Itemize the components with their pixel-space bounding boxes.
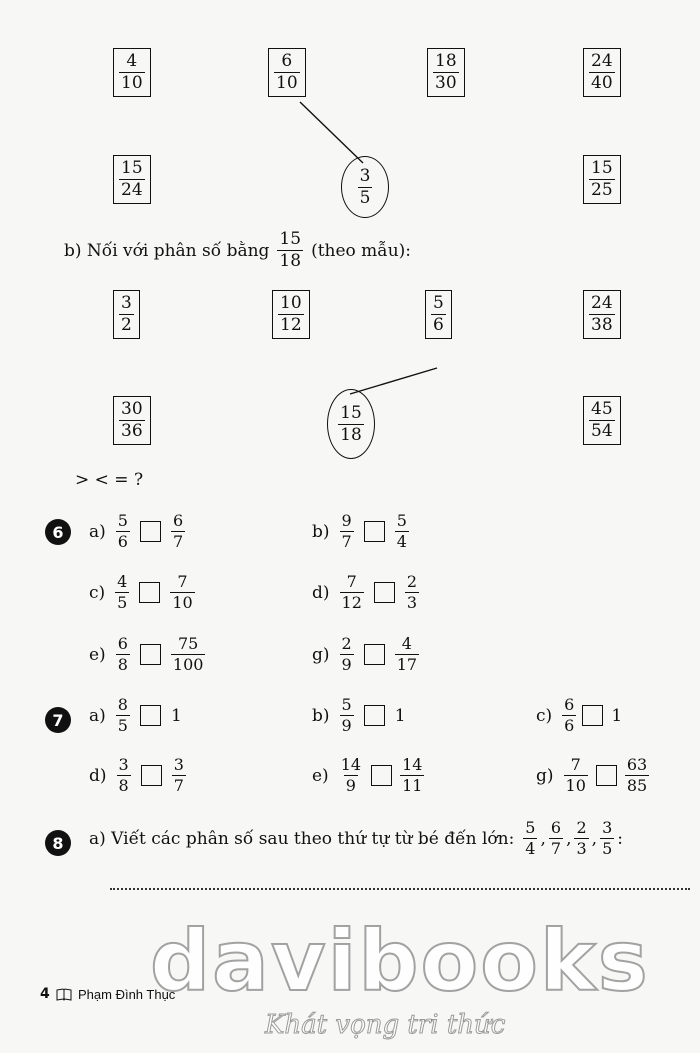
part-b-fraction-bottom-right: $\frac{45}{54}$	[583, 396, 621, 445]
answer-box[interactable]	[364, 521, 385, 542]
answer-box[interactable]	[140, 644, 161, 665]
answer-dotted-line[interactable]	[110, 888, 690, 890]
answer-box[interactable]	[141, 765, 162, 786]
exercise-7-badge: 7	[45, 707, 71, 733]
ex7-item-e: e) $\frac{14}{9}$ $\frac{14}{11}$	[312, 755, 423, 795]
ex6-item-g: g) $\frac{2}{9}$ $\frac{4}{17}$	[312, 634, 418, 674]
ex6-item-b: b) $\frac{9}{7}$ $\frac{5}{4}$	[312, 511, 407, 551]
ex7-item-g: g) $\frac{7}{10}$ $\frac{63}{85}$	[536, 755, 648, 795]
answer-box[interactable]	[596, 765, 617, 786]
author-name: Phạm Đình Thục	[78, 987, 176, 1002]
part-b-fraction-1: $\frac{3}{2}$	[113, 290, 140, 339]
ex6-item-a: a) $\frac{5}{6}$ $\frac{6}{7}$	[89, 511, 184, 551]
watermark-slogan: Khát vọng tri thức	[265, 1010, 506, 1040]
answer-box[interactable]	[140, 705, 161, 726]
ex7-item-b: b) $\frac{5}{9}$ 1	[312, 695, 406, 735]
answer-box[interactable]	[374, 582, 395, 603]
part-a-fraction-bottom-right: $\frac{15}{25}$	[583, 155, 621, 204]
ex7-item-a: a) $\frac{8}{5}$ 1	[89, 695, 182, 735]
ex7-item-d: d) $\frac{3}{8}$ $\frac{3}{7}$	[89, 755, 184, 795]
part-a-fraction-4: $\frac{24}{40}$	[583, 48, 621, 97]
part-b-fraction-3: $\frac{5}{6}$	[425, 290, 452, 339]
answer-box[interactable]	[140, 521, 161, 542]
answer-box[interactable]	[364, 644, 385, 665]
part-a-fraction-2: $\frac{6}{10}$	[268, 48, 306, 97]
ex6-item-c: c) $\frac{4}{5}$ $\frac{7}{10}$	[89, 572, 193, 612]
part-a-fraction-bottom-left: $\frac{15}{24}$	[113, 155, 151, 204]
ex6-item-e: e) $\frac{6}{8}$ $\frac{75}{100}$	[89, 634, 204, 674]
answer-box[interactable]	[371, 765, 392, 786]
part-b-instruction: b) Nối với phân số bằng $\frac{15}{18}$ (theo mẫu):	[64, 229, 412, 271]
compare-heading: > < = ?	[75, 470, 144, 490]
part-a-fraction-3: $\frac{18}{30}$	[427, 48, 465, 97]
book-icon	[56, 988, 72, 1001]
part-a-connector-line	[300, 102, 363, 163]
answer-box[interactable]	[582, 705, 603, 726]
ex7-item-c: c) $\frac{6}{6}$ 1	[536, 695, 623, 735]
part-b-connector-line	[350, 368, 437, 394]
part-b-fraction-2: $\frac{10}{12}$	[272, 290, 310, 339]
part-b-circled-fraction: $\frac{15}{18}$	[327, 389, 375, 459]
answer-box[interactable]	[139, 582, 160, 603]
part-b-fraction-bottom-left: $\frac{30}{36}$	[113, 396, 151, 445]
part-a-fraction-1: $\frac{4}{10}$	[113, 48, 151, 97]
watermark-brand: davibooks	[150, 912, 650, 1010]
exercise-8-badge: 8	[45, 830, 71, 856]
answer-box[interactable]	[364, 705, 385, 726]
page-number: 4	[40, 986, 50, 1002]
ex6-item-d: d) $\frac{7}{12}$ $\frac{2}{3}$	[312, 572, 418, 612]
part-b-fraction-4: $\frac{24}{38}$	[583, 290, 621, 339]
ex8-instruction: a) Viết các phân số sau theo thứ tự từ bé đến lớn: $\frac{5}{4}$ , $\frac{6}{7}$ , $\frac{2}{3}$ , $\frac{3}{5}$ :	[89, 818, 623, 858]
exercise-6-badge: 6	[45, 519, 71, 545]
part-a-circled-fraction: $\frac{3}{5}$	[341, 156, 389, 218]
